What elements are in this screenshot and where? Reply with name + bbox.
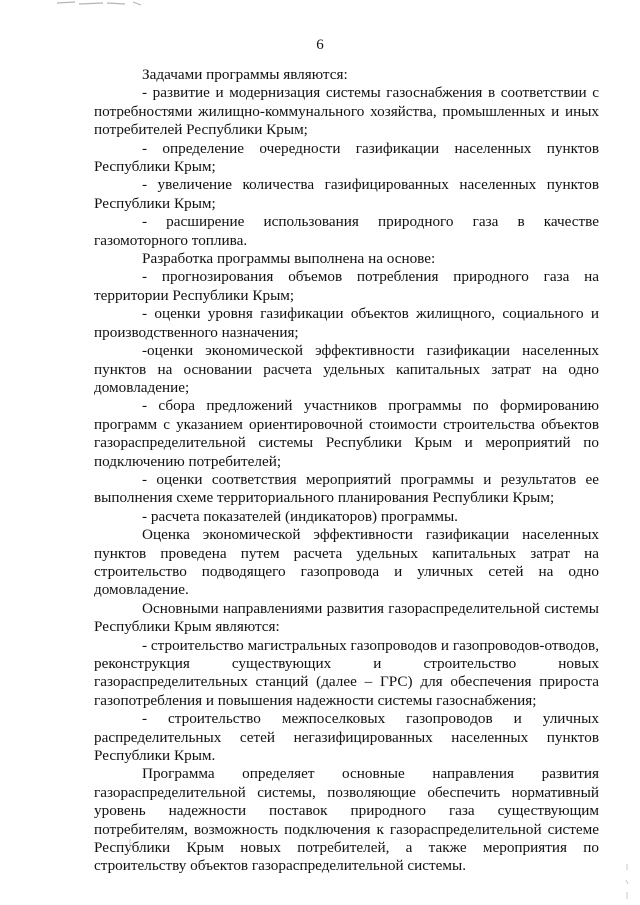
efficiency-paragraph: Оценка экономической эффективности газификации населенных пунктов проведена путем расчета удельных капитальных затрат на строительство подводящего газопровода и уличных сетей на одно домовладение. bbox=[94, 526, 599, 599]
task-item: - определение очередности газификации населенных пунктов Республики Крым; bbox=[94, 139, 599, 176]
basis-item: -оценки экономической эффективности газификации населенных пунктов на основании расчета удельных капитальных затрат на одно домовладение; bbox=[94, 342, 599, 396]
direction-item: - строительство межпоселковых газопроводов и уличных распределительных сетей негазифицированных населенных пунктов Республики Крым. bbox=[94, 710, 599, 765]
task-item: - развитие и модернизация системы газоснабжения в соответствии с потребностями жилищно-коммунального хозяйства, промышленных и иных потребителей Республики Крым; bbox=[94, 84, 599, 139]
direction-item: - строительство магистральных газопроводов и газопроводов-отводов, реконструкция существующих и строительство новых газораспределительных станций (далее – ГРС) для обеспечения прироста газопотребления и повышения надежности системы газоснабжения; bbox=[94, 636, 599, 709]
conclusion-paragraph: Программа определяет основные направления развития газораспределительной системы, позволяющие обеспечить нормативный уровень надежности поставок природного газа существующим потребителям, возможность подключения к газораспределительной системе Республики Крым новых потребителей, а также мероприятия по строительству объектов газораспределительной системы. bbox=[94, 765, 599, 875]
scan-artifact-speck bbox=[128, 838, 132, 852]
basis-item: - оценки соответствия мероприятий программы и результатов ее выполнения схеме территориального планирования Республики Крым; bbox=[94, 470, 599, 507]
basis-item: - оценки уровня газификации объектов жилищного, социального и производственного назначения; bbox=[94, 305, 599, 341]
basis-item: - расчета показателей (индикаторов) программы. bbox=[142, 507, 458, 525]
page-number: 6 bbox=[316, 37, 324, 53]
tasks-intro: Задачами программы являются: bbox=[142, 66, 348, 83]
directions-intro: Основными направлениями развития газораспределительной системы Республики Крым являются: bbox=[94, 599, 599, 636]
task-item: - расширение использования природного газа в качестве газомоторного топлива. bbox=[94, 213, 599, 249]
scan-artifact-top-left bbox=[55, 0, 145, 8]
scan-artifact-right-edge bbox=[622, 862, 632, 902]
document-body bbox=[94, 66, 599, 876]
basis-intro: Разработка программы выполнена на основе: bbox=[142, 250, 436, 268]
basis-item: - сбора предложений участников программы по формированию программ с указанием ориентировочной стоимости строительства объектов газораспределительной системы Республики Крым и мероприятий по подключению потребителей; bbox=[94, 397, 599, 470]
task-item: - увеличение количества газифицированных населенных пунктов Республики Крым; bbox=[94, 176, 599, 212]
basis-item: - прогнозирования объемов потребления природного газа на территории Республики Крым; bbox=[94, 268, 599, 304]
